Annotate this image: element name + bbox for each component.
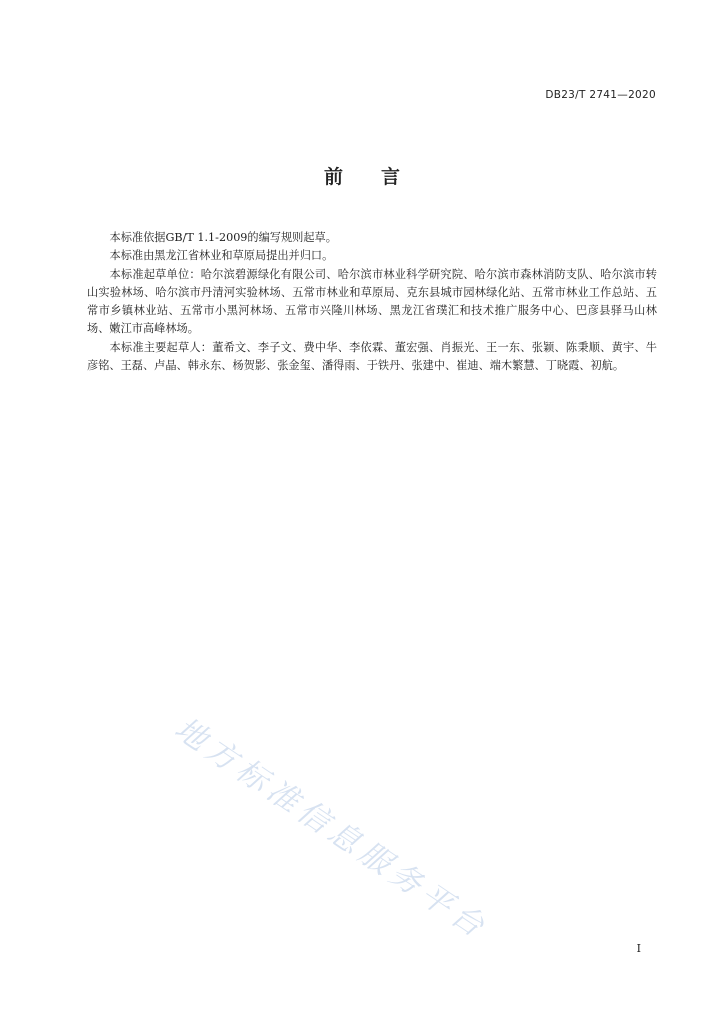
paragraph-drafting-basis: 本标准依据GB/T 1.1-2009的编写规则起草。 [109,231,337,244]
standard-code: DB23/T 2741—2020 [545,89,656,101]
paragraph-drafting-units: 本标准起草单位：哈尔滨碧源绿化有限公司、哈尔滨市林业科学研究院、哈尔滨市森林消防支队、哈尔滨市转山实验林场、哈尔滨市丹清河实验林场、五常市林业和草原局、克东县城市园林绿化站、五常市林业工作总站、五常市乡镇林业站、五常市小黑河林场、五常市兴隆川林场、黑龙江省璞汇和技术推广服务中心、巴彦县驿马山林场、嫩江市高峰林场。 [87,267,657,336]
page-title [0,162,724,189]
watermark: 地方标准信息服务平台 [167,710,495,948]
title-char-2: 言 [381,166,401,188]
foreword-body [87,229,657,375]
paragraph-proposer: 本标准由黑龙江省林业和草原局提出并归口。 [109,249,334,263]
paragraph-drafters: 本标准主要起草人：董希文、李子文、费中华、李依霖、董宏强、肖振光、王一东、张颖、陈秉顺、黄宇、牛彦铭、王磊、卢晶、韩永东、杨贺影、张金玺、潘得雨、于铁丹、张建中、崔迪、端木繁慧、丁晓霞、初航。 [87,340,657,373]
page-number: I [636,942,641,955]
title-char-1: 前 [323,166,343,188]
